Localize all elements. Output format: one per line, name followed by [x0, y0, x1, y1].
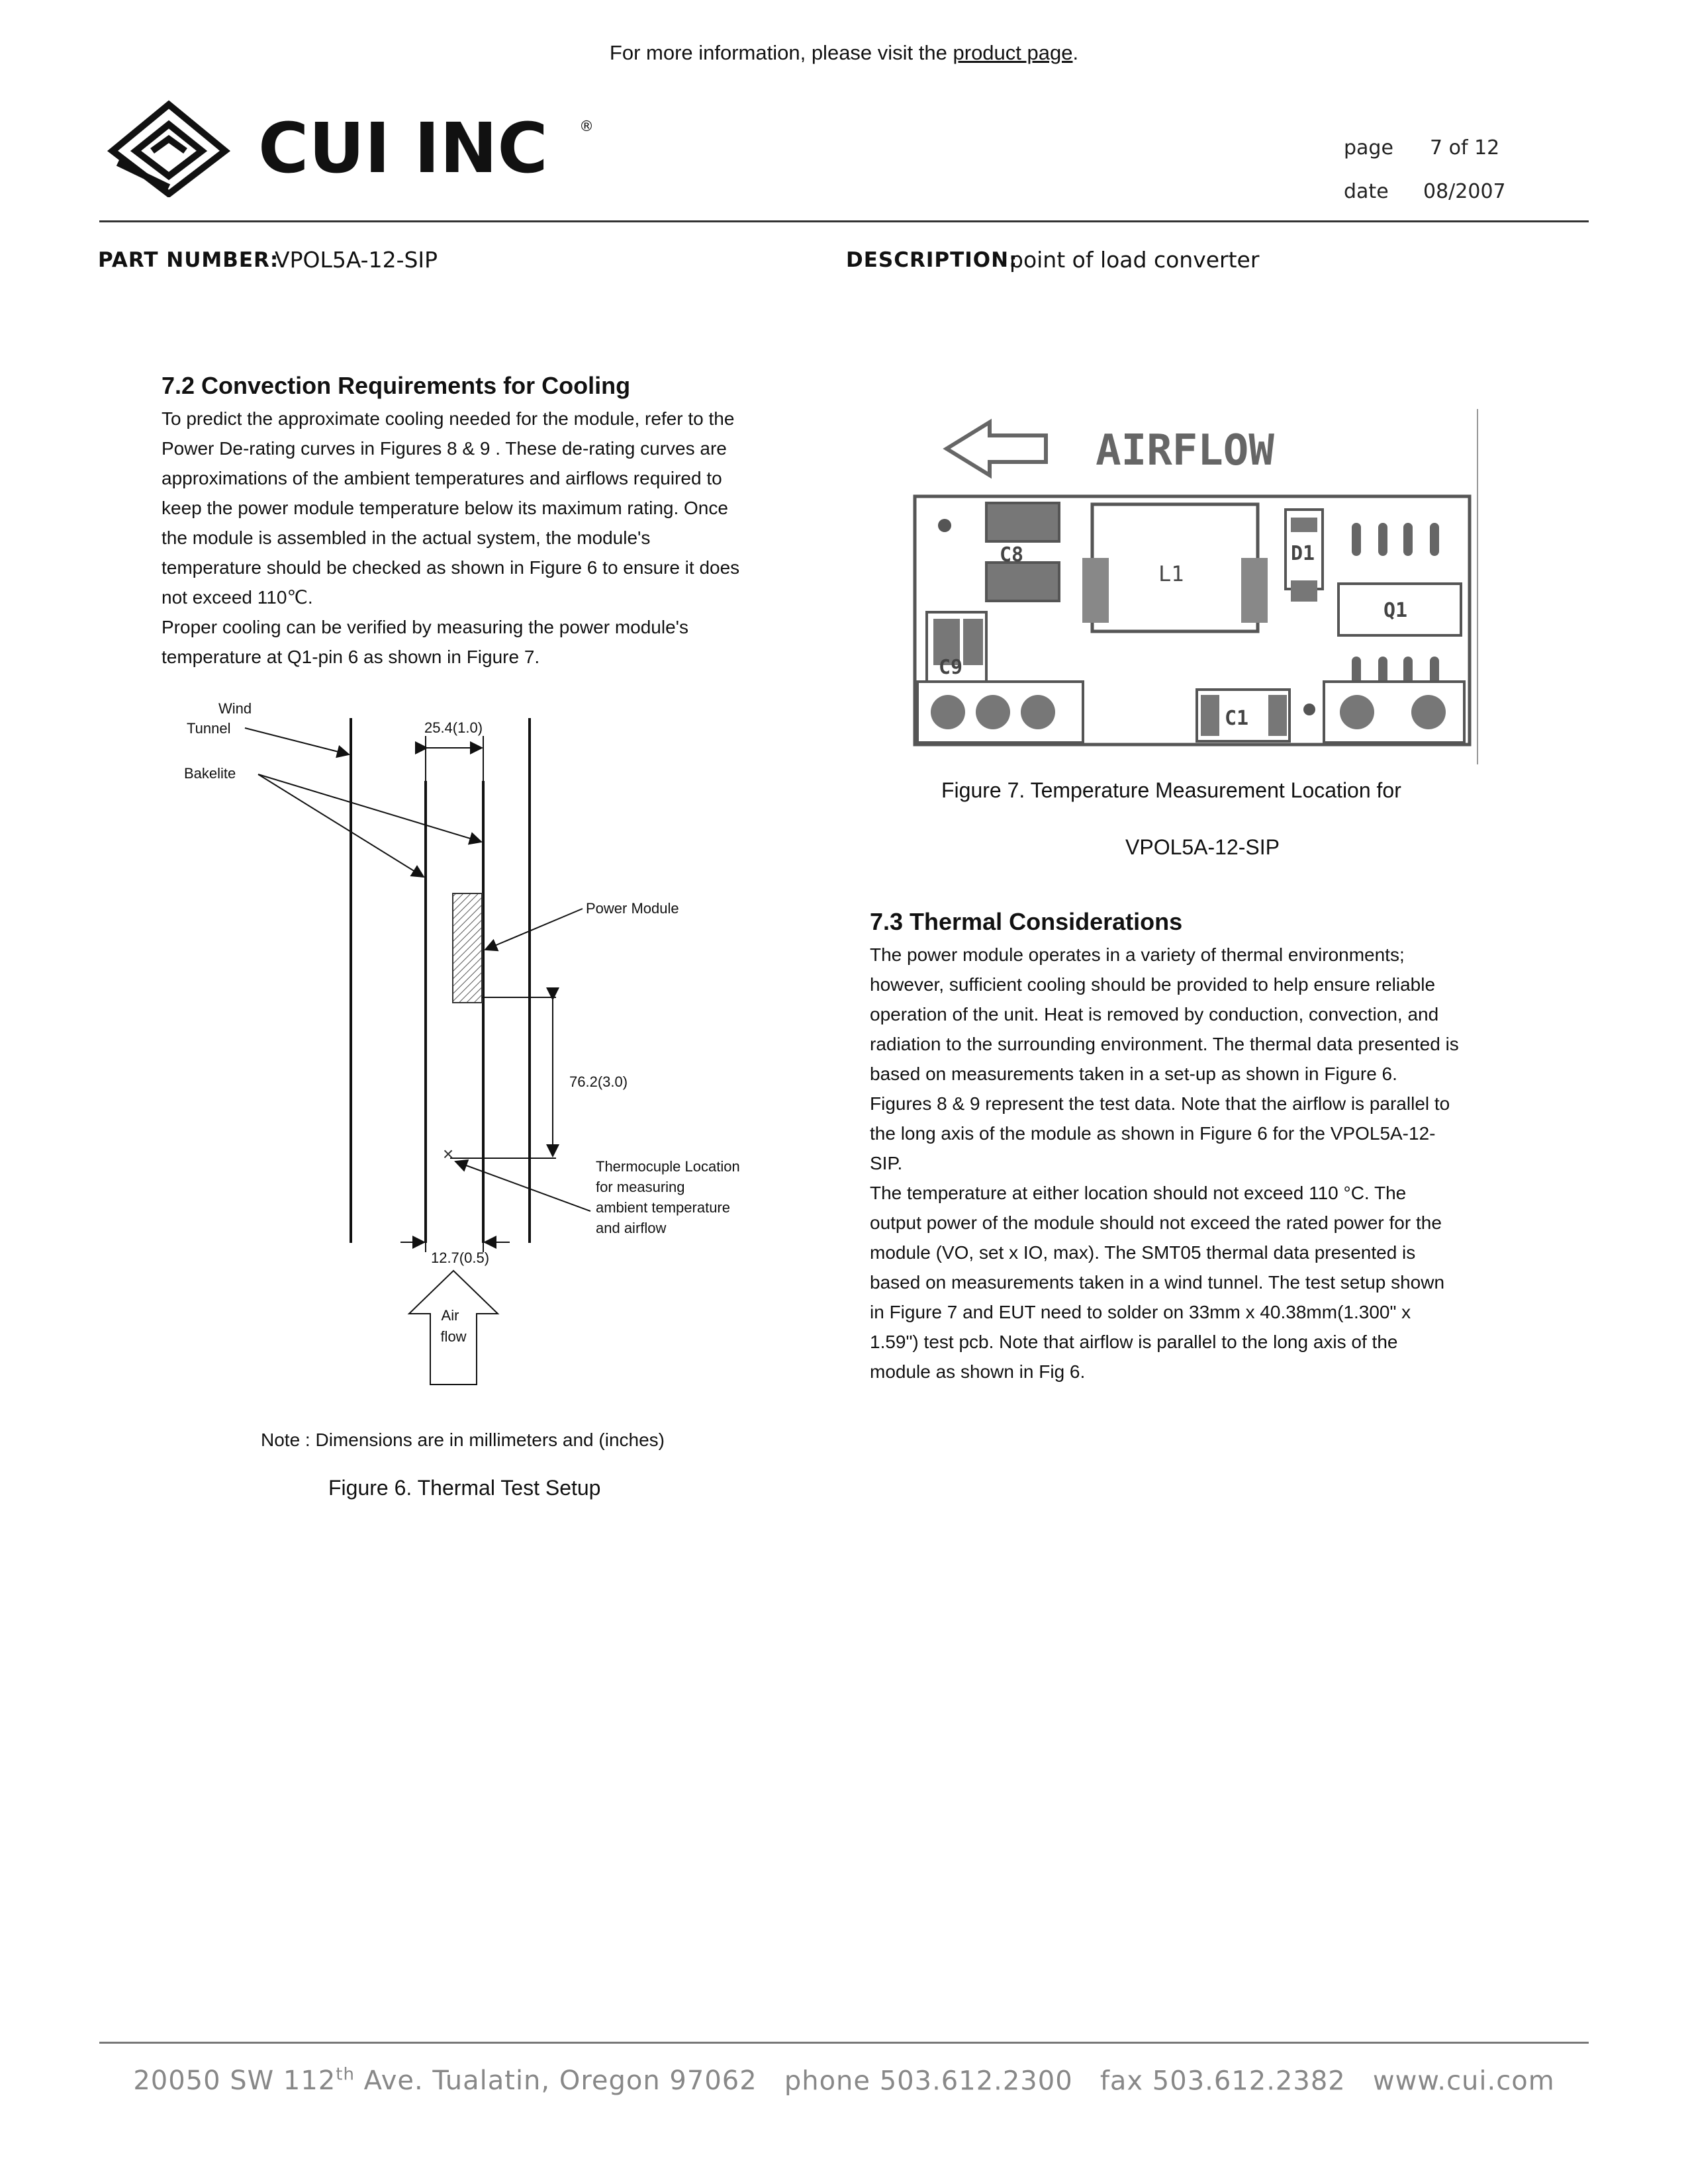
section-7-2-line: keep the power module temperature below its maximum rating. Once	[162, 498, 728, 518]
thermocouple-label-line: and airflow	[596, 1220, 667, 1236]
bakelite-label: Bakelite	[184, 765, 236, 782]
section-7-2-line: the module is assembled in the actual system, the module's	[162, 527, 651, 548]
section-7-3-heading: 7.3 Thermal Considerations	[870, 908, 1183, 935]
figure-6-note: Note : Dimensions are in millimeters and (inches)	[261, 1430, 665, 1450]
power-module-label: Power Module	[586, 900, 679, 917]
flow-label: flow	[440, 1328, 467, 1345]
product-page-link[interactable]: product page	[953, 41, 1073, 64]
section-7-3-line: operation of the unit. Heat is removed by conduction, convection, and	[870, 1004, 1439, 1024]
page-value: 7 of 12	[1430, 136, 1500, 159]
airflow-direction-icon	[947, 422, 1046, 475]
tunnel-label: Tunnel	[187, 720, 231, 737]
section-7-2-line: To predict the approximate cooling needed for the module, refer to the	[162, 408, 735, 429]
section-7-2-line: approximations of the ambient temperatures and airflows required to	[162, 468, 722, 488]
section-7-3-line: in Figure 7 and EUT need to solder on 33mm x 40.38mm(1.300" x	[870, 1302, 1411, 1322]
section-7-3-line: module (VO, set x IO, max). The SMT05 thermal data presented is	[870, 1242, 1416, 1263]
section-7-3-line: based on measurements taken in a set-up as shown in Figure 6.	[870, 1064, 1397, 1084]
component-label-c9: C9	[939, 656, 963, 679]
part-number-label: PART NUMBER:	[98, 248, 279, 272]
top-note-suffix: .	[1072, 41, 1079, 64]
figure-7-caption-line-2: VPOL5A-12-SIP	[1125, 835, 1280, 859]
top-note-prefix: For more information, please visit the	[609, 41, 953, 64]
section-7-2-line: not exceed 110℃.	[162, 587, 313, 608]
dimension-mid-label: 76.2(3.0)	[569, 1073, 628, 1090]
section-7-2-line: temperature at Q1-pin 6 as shown in Figure 7.	[162, 647, 540, 667]
section-7-3-line: the long axis of the module as shown in Figure 6 for the VPOL5A-12-	[870, 1123, 1436, 1144]
footer-divider	[99, 2042, 1589, 2044]
thermocouple-label-line: for measuring	[596, 1179, 685, 1195]
section-7-3-line: The temperature at either location should not exceed 110 °C. The	[870, 1183, 1407, 1203]
footer-fax: fax 503.612.2382	[1100, 2066, 1346, 2097]
cui-logo-text: CUI INC	[258, 108, 548, 189]
figure-6-caption: Figure 6. Thermal Test Setup	[328, 1476, 601, 1500]
section-7-2-heading: 7.2 Convection Requirements for Cooling	[162, 372, 631, 399]
component-label-d1: D1	[1291, 542, 1315, 565]
footer-address: 20050 SW 112th Ave. Tualatin, Oregon 97062	[133, 2065, 757, 2097]
component-label-c8: C8	[1000, 543, 1024, 567]
part-number-value: VPOL5A-12-SIP	[275, 247, 438, 273]
page-label: page	[1344, 136, 1393, 159]
section-7-3-line: SIP.	[870, 1153, 903, 1173]
registered-mark: ®	[579, 118, 594, 135]
section-7-3-body	[870, 940, 1532, 1387]
component-label-l1: L1	[1158, 561, 1184, 586]
dimension-bottom-label: 12.7(0.5)	[430, 1250, 490, 1266]
section-7-2-line: Power De-rating curves in Figures 8 & 9 . These de-rating curves are	[162, 438, 727, 459]
section-7-3-line: Figures 8 & 9 represent the test data. Note that the airflow is parallel to	[870, 1093, 1450, 1114]
cui-logo-mark-icon	[113, 105, 225, 194]
power-module-block	[453, 893, 482, 1003]
thermocouple-x-mark: ×	[442, 1144, 454, 1164]
description-value: point of load converter	[1009, 247, 1260, 273]
section-7-2-line: temperature should be checked as shown in Figure 6 to ensure it does	[162, 557, 740, 578]
section-7-2-body	[162, 404, 810, 672]
section-7-3-line: 1.59") test pcb. Note that airflow is parallel to the long axis of the	[870, 1332, 1398, 1352]
component-label-q1: Q1	[1383, 599, 1408, 622]
footer	[0, 2065, 1688, 2096]
top-note	[0, 41, 1688, 65]
air-label: Air	[441, 1307, 459, 1324]
section-7-3-line: radiation to the surrounding environment. The thermal data presented is	[870, 1034, 1459, 1054]
component-label-c1: C1	[1225, 707, 1249, 730]
thermocouple-label-line: Thermocuple Location	[596, 1158, 740, 1175]
section-7-3-line: The power module operates in a variety of thermal environments;	[870, 944, 1405, 965]
figure-6-thermal-test-setup	[159, 688, 821, 1396]
airflow-label: AIRFLOW	[1096, 426, 1274, 475]
footer-phone: phone 503.612.2300	[784, 2066, 1073, 2097]
figure-7-pcb-image	[907, 404, 1483, 774]
wind-label: Wind	[218, 700, 252, 717]
description-label: DESCRIPTION:	[846, 248, 1018, 272]
section-7-3-line: based on measurements taken in a wind tunnel. The test setup shown	[870, 1272, 1445, 1293]
figure-7-caption-line-1: Figure 7. Temperature Measurement Location for	[941, 778, 1401, 802]
date-label: date	[1344, 180, 1389, 203]
thermocouple-label	[596, 1158, 744, 1236]
airflow-arrow-icon	[409, 1271, 498, 1385]
thermocouple-label-line: ambient temperature	[596, 1199, 730, 1216]
section-7-3-line: module as shown in Fig 6.	[870, 1361, 1086, 1382]
section-7-3-line: however, sufficient cooling should be provided to help ensure reliable	[870, 974, 1436, 995]
cui-logo	[106, 98, 596, 197]
dimension-top-label: 25.4(1.0)	[424, 719, 483, 736]
section-7-2-line: Proper cooling can be verified by measuring the power module's	[162, 617, 689, 637]
date-value: 08/2007	[1423, 180, 1506, 203]
footer-website[interactable]: www.cui.com	[1372, 2066, 1555, 2097]
section-7-3-line: output power of the module should not exceed the rated power for the	[870, 1212, 1442, 1233]
header-divider	[99, 220, 1589, 222]
